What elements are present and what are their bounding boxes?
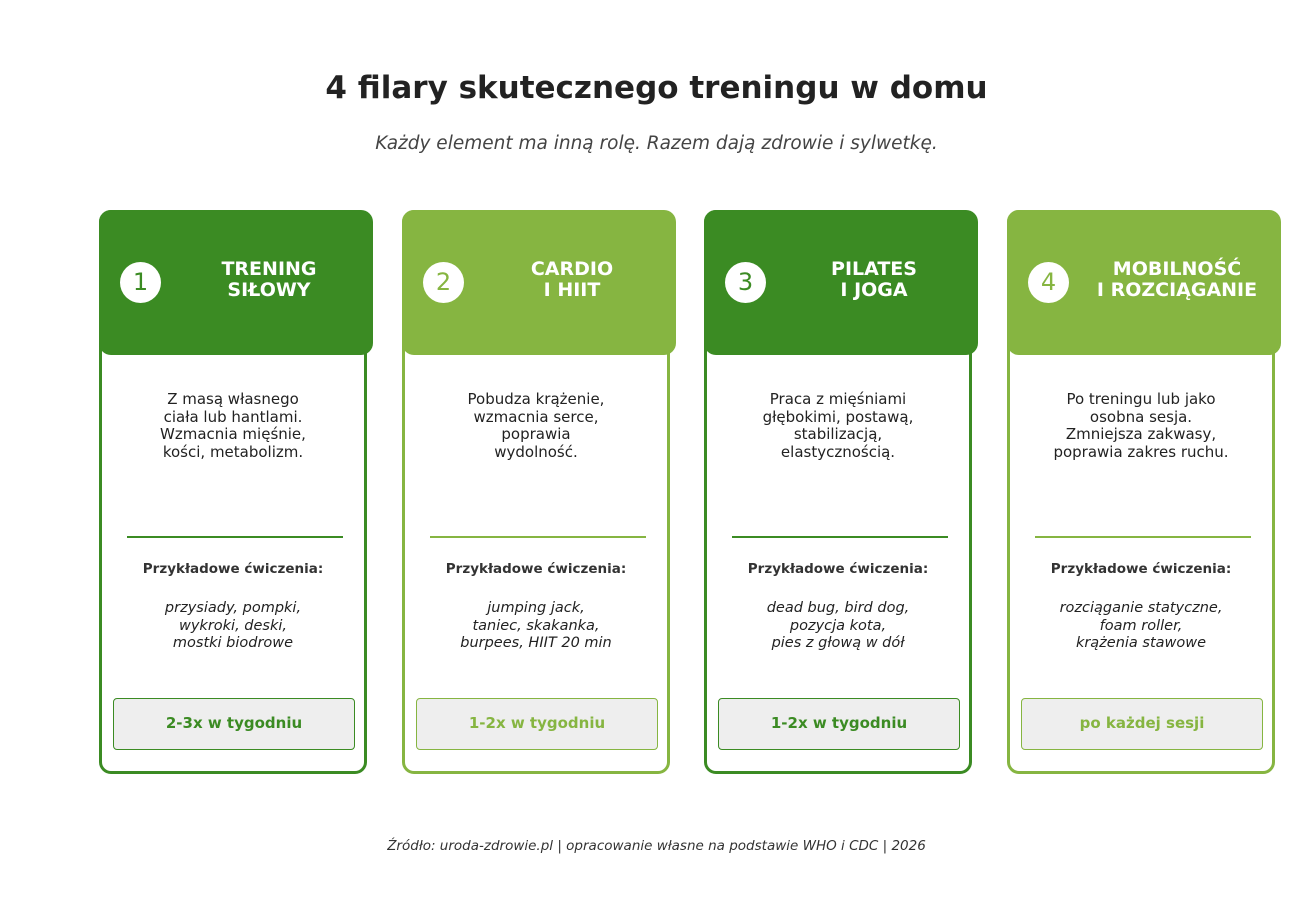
card-title: PILATES I JOGA <box>831 258 917 301</box>
pillar-card-pilates <box>704 210 972 774</box>
frequency-badge: 1-2x w tygodniu <box>718 698 960 750</box>
card-description: Z masą własnego ciała lub hantlami. Wzmacnia mięśnie, kości, metabolizm. <box>160 390 306 461</box>
number-badge: 3 <box>725 262 766 303</box>
source-note: Źródło: uroda-zdrowie.pl | opracowanie własne na podstawie WHO i CDC | 2026 <box>387 838 926 854</box>
card-divider <box>430 536 646 538</box>
card-divider <box>732 536 948 538</box>
pillar-card-mobility <box>1007 210 1275 774</box>
number-badge: 1 <box>120 262 161 303</box>
card-title: CARDIO I HIIT <box>530 258 614 301</box>
card-description: Po treningu lub jako osobna sesja. Zmniejsza zakwasy, poprawia zakres ruchu. <box>1053 390 1229 461</box>
examples-label: Przykładowe ćwiczenia: <box>445 561 627 577</box>
card-header <box>1007 210 1281 355</box>
number-badge: 2 <box>423 262 464 303</box>
examples-list: rozciąganie statyczne, foam roller, krążenia stawowe <box>1059 600 1223 651</box>
card-description: Praca z mięśniami głębokimi, postawą, stabilizacją, elastycznością. <box>762 390 914 461</box>
card-description: Pobudza krążenie, wzmacnia serce, poprawia wydolność. <box>467 390 605 461</box>
examples-list: dead bug, bird dog, pozycja kota, pies z głową w dół <box>766 600 910 651</box>
card-header <box>99 210 373 355</box>
frequency-badge: po każdej sesji <box>1021 698 1263 750</box>
card-divider <box>127 536 343 538</box>
number-badge: 4 <box>1028 262 1069 303</box>
card-title: TRENING SIŁOWY <box>221 258 317 301</box>
page-title: 4 filary skutecznego treningu w domu <box>325 70 988 106</box>
page-subtitle: Każdy element ma inną rolę. Razem dają zdrowie i sylwetkę. <box>375 133 938 154</box>
examples-list: jumping jack, taniec, skakanka, burpees, HIIT 20 min <box>460 600 612 651</box>
card-header <box>704 210 978 355</box>
frequency-badge: 1-2x w tygodniu <box>416 698 658 750</box>
examples-label: Przykładowe ćwiczenia: <box>1050 561 1232 577</box>
pillar-card-cardio <box>402 210 670 774</box>
pillar-card-strength <box>99 210 367 774</box>
examples-label: Przykładowe ćwiczenia: <box>142 561 324 577</box>
examples-list: przysiady, pompki, wykroki, deski, mostki biodrowe <box>164 600 302 651</box>
examples-label: Przykładowe ćwiczenia: <box>747 561 929 577</box>
card-title: MOBILNOŚĆ I ROZCIĄGANIE <box>1096 258 1258 301</box>
card-header <box>402 210 676 355</box>
card-divider <box>1035 536 1251 538</box>
frequency-badge: 2-3x w tygodniu <box>113 698 355 750</box>
